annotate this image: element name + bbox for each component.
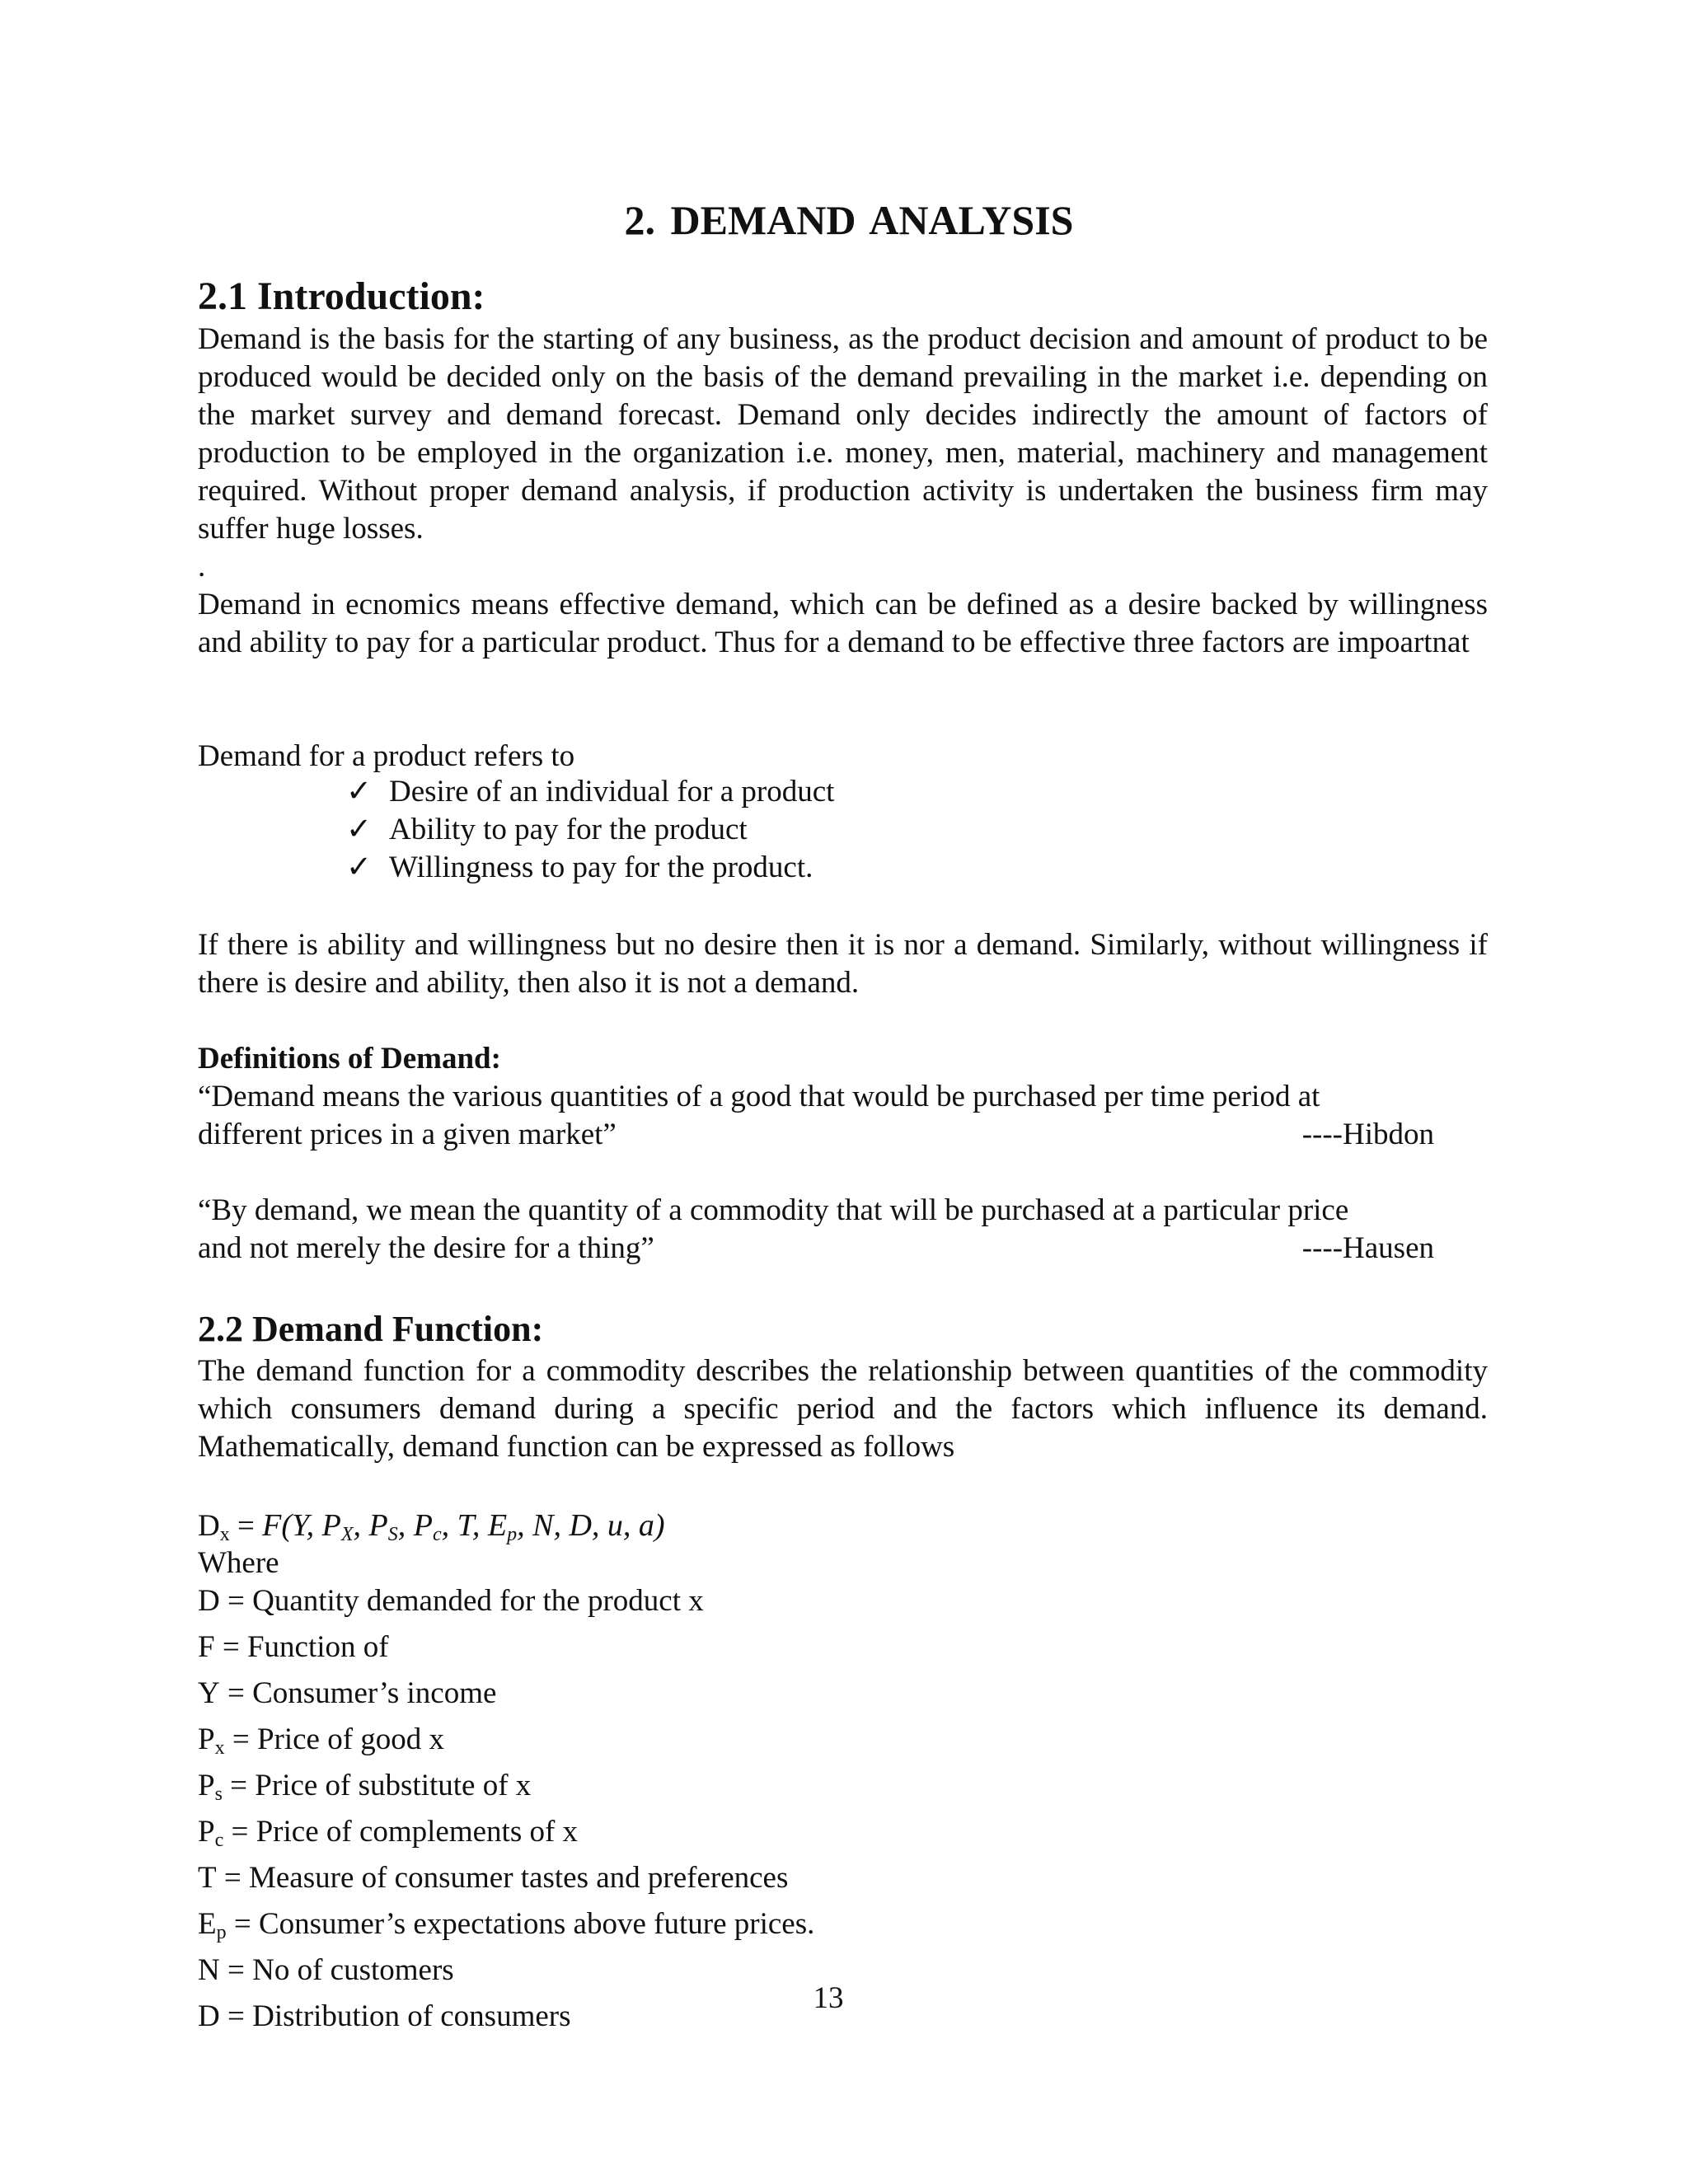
list-item: N = No of customers bbox=[198, 1953, 454, 1987]
list-item: T = Measure of consumer tastes and preferences bbox=[198, 1861, 789, 1895]
quote-line: and not merely the desire for a thing” bbox=[198, 1231, 654, 1265]
list-item: F = Function of bbox=[198, 1630, 389, 1664]
intro-paragraph-3: If there is ability and willingness but no desire then it is nor a demand. Similarly, without willingness if there is desire and ability, then also it is not a demand. bbox=[198, 928, 1488, 1000]
check-icon: ✓ bbox=[346, 813, 373, 846]
list-intro: Demand for a product refers to bbox=[198, 739, 575, 773]
list-item bbox=[346, 849, 834, 887]
demand-function-formula: $D_x = F(Y$, $P_X$, $P_S$, $P_c$, T, $E_p$, N, D, u, a) bbox=[198, 1508, 665, 1545]
document-page bbox=[198, 0, 1500, 2184]
list-item: D = Quantity demanded for the product x bbox=[198, 1584, 704, 1618]
formula-expression: F(Y, $P_X$, $P_S$, $P_c$, T, $E_p$, N, D, u, a) bbox=[262, 1508, 665, 1545]
quote-line: “Demand means the various quantities of a good that would be purchased per time period at bbox=[198, 1080, 1320, 1113]
definition-quote-hausen bbox=[198, 1192, 1434, 1268]
variable-definitions bbox=[198, 1544, 814, 2044]
definitions-heading: Definitions of Demand: bbox=[198, 1042, 501, 1076]
demand-checklist bbox=[346, 773, 834, 887]
check-icon: ✓ bbox=[346, 851, 373, 884]
quote-line: different prices in a given market” bbox=[198, 1118, 617, 1151]
section-heading-demand-function: 2.2 Demand Function: bbox=[198, 1309, 544, 1349]
intro-paragraph-2: Demand in ecnomics means effective demand, which can be defined as a desire backed by willingness and ability to pay for a particular product. Thus for a demand to be effective three factors are impoartnat bbox=[198, 588, 1488, 659]
list-item: $P_x$ = Price of good x bbox=[198, 1722, 445, 1759]
quote-line: “By demand, we mean the quantity of a commodity that will be purchased at a particular price bbox=[198, 1193, 1349, 1227]
list-item: Where bbox=[198, 1546, 279, 1580]
list-item bbox=[346, 811, 834, 849]
list-item: $E_p$ = Consumer’s expectations above future prices. bbox=[198, 1907, 815, 1943]
list-item: Y = Consumer’s income bbox=[198, 1676, 497, 1710]
list-item: $P_s$ = Price of substitute of x bbox=[198, 1769, 532, 1805]
list-item-text: Willingness to pay for the product. bbox=[389, 851, 814, 884]
separator-dot: . bbox=[198, 550, 206, 583]
list-item: D = Distribution of consumers bbox=[198, 1999, 571, 2033]
quote-author: ----Hausen bbox=[1301, 1231, 1434, 1265]
demand-function-paragraph: The demand function for a commodity describes the relationship between quantities of the commodity which consumers demand during a specific period and the factors which influence its demand. Mathematically, demand function can be expressed as follows bbox=[198, 1354, 1488, 1464]
definition-quote-hibdon bbox=[198, 1078, 1434, 1154]
page-number: 13 bbox=[813, 1981, 844, 2015]
list-item: $P_c$ = Price of complements of x bbox=[198, 1815, 579, 1851]
check-icon: ✓ bbox=[346, 775, 373, 808]
section-heading-introduction: 2.1 Introduction: bbox=[198, 274, 485, 318]
quote-author: ----Hibdon bbox=[1301, 1118, 1434, 1151]
list-item bbox=[346, 773, 834, 811]
list-item-text: Ability to pay for the product bbox=[389, 813, 748, 846]
intro-paragraph-1: Demand is the basis for the starting of any business, as the product decision and amount of product to be produced would be decided only on the basis of the demand prevailing in the market i.e. depending on the market survey and demand forecast. Demand only decides indirectly the amount of factors of production to be employed in the organization i.e. money, men, material, machinery and management required. Without proper demand analysis, if production activity is undertaken the business firm may suffer huge losses. bbox=[198, 322, 1488, 546]
list-item-text: Desire of an individual for a product bbox=[389, 775, 835, 808]
chapter-title: 2. DEMAND ANALYSIS bbox=[624, 197, 1074, 243]
